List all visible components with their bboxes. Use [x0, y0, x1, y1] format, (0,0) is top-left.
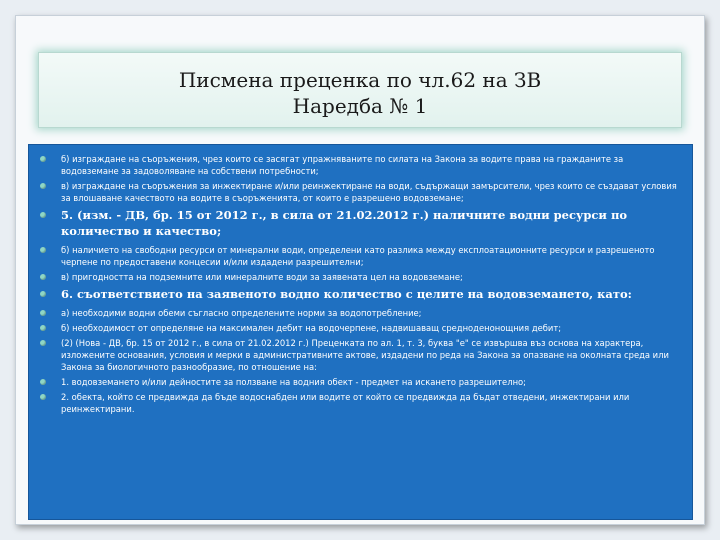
circle-bullet-icon — [40, 212, 46, 218]
circle-bullet-icon — [40, 310, 46, 316]
list-item-text: б) необходимост от определяне на максимален дебит на водочерпене, надвишаващ средноденонощния дебит; — [61, 323, 562, 333]
bullet-list — [37, 153, 682, 415]
circle-bullet-icon — [40, 394, 46, 400]
circle-bullet-icon — [40, 291, 46, 297]
list-item-text: б) наличието на свободни ресурси от минерални води, определени като разлика между експлоатационните ресурси и разрешеното черпене по предоставени концесии и/или издадени разрешителни; — [61, 245, 655, 267]
list-item-heading — [37, 286, 682, 302]
list-item — [37, 271, 682, 283]
list-item-text: а) необходими водни обеми съгласно определените норми за водопотребление; — [61, 308, 422, 318]
list-item-text: 5. (изм. - ДВ, бр. 15 от 2012 г., в сила от 21.02.2012 г.) наличните водни ресурси по количество и качество; — [61, 208, 628, 238]
content-panel — [28, 144, 693, 520]
circle-bullet-icon — [40, 379, 46, 385]
list-item — [37, 376, 682, 388]
circle-bullet-icon — [40, 325, 46, 331]
circle-bullet-icon — [40, 183, 46, 189]
list-item-text: 6. съответствието на заявеното водно количество с целите на водовземането, като: — [61, 287, 632, 301]
list-item-heading — [37, 207, 682, 239]
list-item-text: (2) (Нова - ДВ, бр. 15 от 2012 г., в сила от 21.02.2012 г.) Преценката по ал. 1, т. 3, буква "е" се извършва въз основа на характера, изложените основания, условия и мерки в административните актове, издадени по реда на Закона за опазване на околната среда или Закона за биологичното разнообразие, по отношение на: — [61, 338, 669, 372]
circle-bullet-icon — [40, 340, 46, 346]
list-item-text: б) изграждане на съоръжения, чрез които се засягат упражняваните по силата на Закона за водите права на гражданите за водовземане за задоволяване на собствени потребности; — [61, 154, 624, 176]
list-item — [37, 244, 682, 268]
title-box — [38, 52, 682, 128]
list-item-text: в) пригодността на подземните или минералните води за заявената цел на водовземане; — [61, 272, 463, 282]
list-item — [37, 337, 682, 373]
list-item-text: 1. водовземането и/или дейностите за ползване на водния обект - предмет на искането разрешително; — [61, 377, 526, 387]
circle-bullet-icon — [40, 274, 46, 280]
list-item — [37, 322, 682, 334]
list-item — [37, 153, 682, 177]
circle-bullet-icon — [40, 247, 46, 253]
list-item — [37, 180, 682, 204]
page-title: Писмена преценка по чл.62 на ЗВ — [178, 68, 542, 92]
list-item — [37, 391, 682, 415]
circle-bullet-icon — [40, 156, 46, 162]
list-item — [37, 307, 682, 319]
list-item-text: 2. обекта, който се предвижда да бъде водоснабден или водите от който се предвижда да бъдат отведени, инжектирани или реинжектирани. — [61, 392, 630, 414]
list-item-text: в) изграждане на съоръжения за инжектиране и/или реинжектиране на води, съдържащи замърсители, чрез които се създават условия за влошаване качеството на водите в съоръженията, от които е разрешено водовземане; — [61, 181, 677, 203]
page-subtitle: Наредба № 1 — [292, 94, 428, 118]
